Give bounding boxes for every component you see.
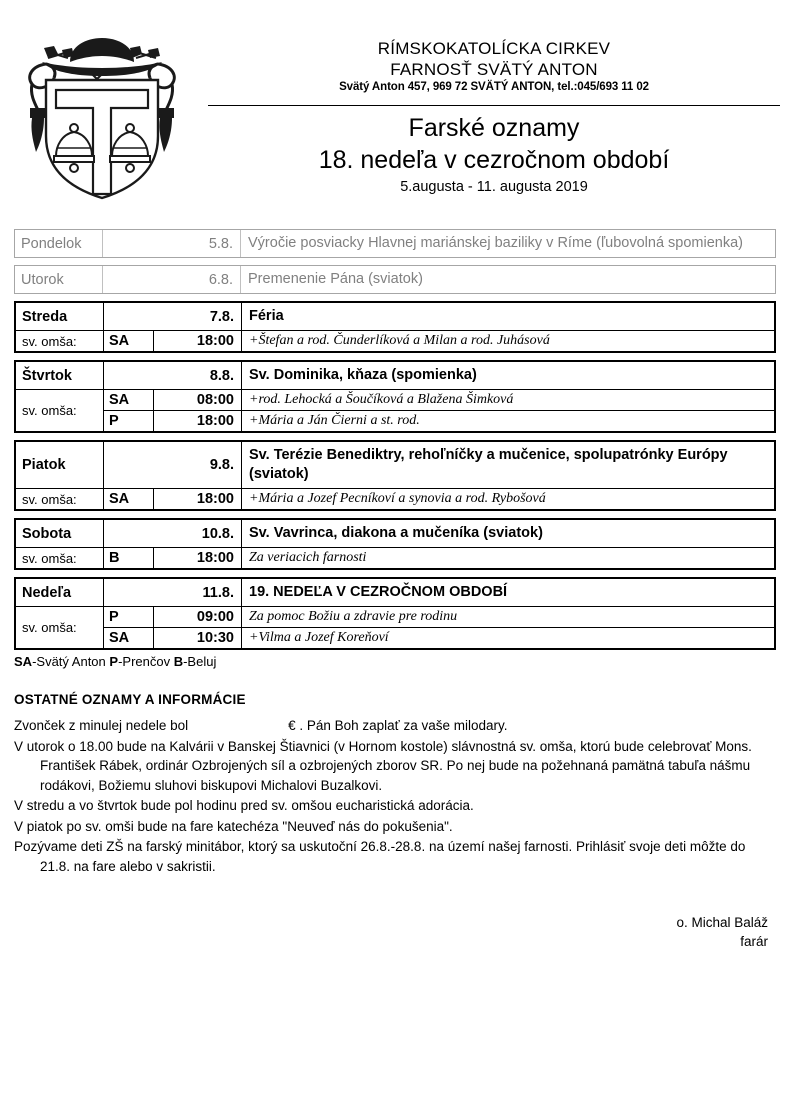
announcement-text-after: € . Pán Boh zaplať za vaše milodary. [288,718,508,733]
page-subtitle: 18. nedeľa v cezročnom období [318,146,670,174]
parish-coat-of-arms-icon [12,24,192,204]
feast-cell: Féria [249,308,284,324]
signature-role: farár [740,934,768,949]
day-name-cell: Piatok [16,442,104,488]
announcement-item [14,716,766,736]
organization-line-1: RÍMSKOKATOLÍCKA CIRKEV [377,39,611,58]
page-title: Farské oznamy [408,114,580,142]
day-block [14,440,776,511]
mass-intention-cell: +Mária a Ján Čierni a st. rod. [249,413,420,428]
feast-cell: Premenenie Pána (sviatok) [248,271,423,287]
feast-cell: Výročie posviacky Hlavnej mariánskej baziliky v Ríme (ľubovolná spomienka) [248,235,744,251]
signature-block [676,913,768,951]
day-header-row [16,442,774,489]
day-date-cell: 10.8. [104,520,242,547]
mass-time-cell: 18:00 [154,331,242,351]
day-name-cell: Sobota [16,520,104,547]
mass-row [104,628,774,648]
announcement-item: V piatok po sv. omši bude na fare katechéza "Neuveď nás do pokušenia". [14,818,453,834]
mass-intention-cell: +rod. Lehocká a Šoučíková a Blažena Šimková [249,392,514,407]
organization-block [208,38,780,95]
day-header-row [16,303,774,331]
day-header-row [16,579,774,607]
signature-name: o. Michal Baláž [676,915,768,930]
page-header [0,0,790,200]
announcement-item: Pozývame deti ZŠ na farský minitábor, ktorý sa uskutoční 26.8.-28.8. na území našej farnosti. Prihlásiť svoje deti môžte do 21.8. na fare alebo v sakristii. [14,839,746,874]
mass-label-cell: sv. omša: [16,331,104,351]
mass-row [104,548,774,568]
mass-label-cell: sv. omša: [16,607,104,648]
mass-group [16,489,774,509]
day-name-cell: Štvrtok [16,362,104,389]
mass-intention-cell: Za veriacich farnosti [249,550,367,565]
mass-label-cell: sv. omša: [16,390,104,431]
legend-code-b: B [173,654,184,669]
day-date-cell: 8.8. [104,362,242,389]
day-name-cell: Utorok [15,266,103,293]
mass-time-cell: 08:00 [154,390,242,410]
mass-place-cell: P [104,411,154,431]
mass-rows [104,607,774,648]
announcements-section [14,692,766,877]
day-name-cell: Streda [16,303,104,330]
day-block [14,518,776,570]
mass-time-cell: 09:00 [154,607,242,627]
mass-schedule-table [14,229,776,657]
mass-label-cell: sv. omša: [16,489,104,509]
mass-time-cell: 10:30 [154,628,242,648]
day-block [14,265,776,294]
mass-group [16,390,774,431]
legend-code-p: P [109,654,119,669]
page-title-block [208,112,780,198]
mass-row [104,411,774,431]
day-date-cell: 6.8. [103,266,241,293]
mass-label-cell: sv. omša: [16,548,104,568]
feast-cell: Sv. Vavrinca, diakona a mučeníka (sviatok) [249,525,543,541]
header-divider [208,105,780,106]
day-date-cell: 11.8. [104,579,242,606]
abbreviation-legend [14,654,216,669]
mass-row [104,390,774,411]
mass-intention-cell: +Štefan a rod. Čunderlíková a Milan a rod. Juhásová [249,333,550,348]
day-header-row [15,230,775,257]
mass-group [16,331,774,351]
mass-place-cell: SA [104,628,154,648]
day-header-row [15,266,775,293]
day-header-row [16,362,774,390]
mass-place-cell: SA [104,331,154,351]
day-block [14,577,776,650]
mass-intention-cell: +Vilma a Jozef Koreňoví [249,630,389,645]
day-date-cell: 5.8. [103,230,241,257]
mass-rows [104,548,774,568]
day-name-cell: Pondelok [15,230,103,257]
mass-rows [104,331,774,351]
mass-row [104,331,774,351]
mass-row [104,607,774,628]
day-block [14,301,776,353]
day-header-row [16,520,774,548]
organization-line-2: FARNOSŤ SVÄTÝ ANTON [390,60,598,79]
mass-rows [104,390,774,431]
day-date-cell: 9.8. [104,442,242,488]
legend-name-p: -Prenčov [118,654,174,669]
legend-name-sa: -Svätý Anton [32,654,110,669]
date-range: 5.augusta - 11. augusta 2019 [400,179,588,195]
mass-group [16,607,774,648]
legend-name-b: -Beluj [183,654,217,669]
mass-intention-cell: +Mária a Jozef Pecníkoví a synovia a rod. Rybošová [249,491,546,506]
mass-place-cell: P [104,607,154,627]
feast-cell: 19. NEDEĽA V CEZROČNOM OBDOBÍ [249,584,508,600]
day-block [14,360,776,433]
announcements-title: OSTATNÉ OZNAMY A INFORMÁCIE [14,692,246,707]
mass-intention-cell: Za pomoc Božiu a zdravie pre rodinu [249,609,458,624]
mass-place-cell: B [104,548,154,568]
feast-cell: Sv. Dominika, kňaza (spomienka) [249,367,477,383]
mass-time-cell: 18:00 [154,489,242,509]
mass-place-cell: SA [104,489,154,509]
feast-cell: Sv. Terézie Benediktry, rehoľníčky a mučenice, spolupatrónky Európy (sviatok) [249,447,728,482]
mass-time-cell: 18:00 [154,411,242,431]
legend-code-sa: SA [14,654,33,669]
mass-place-cell: SA [104,390,154,410]
day-date-cell: 7.8. [104,303,242,330]
organization-address: Svätý Anton 457, 969 72 SVÄTÝ ANTON, tel.:045/693 11 02 [339,81,649,93]
announcement-item: V utorok o 18.00 bude na Kalvárii v Banskej Štiavnici (v Hornom kostole) slávnostná sv. omša, ktorú bude celebrovať Mons. František Rábek, ordinár Ozbrojených síl a ozbrojených zborov SR. Po nej bude na požehnaná pamätná tabuľa nášmu rodákovi, Božiemu sluhovi biskupovi Michalovi Buzalkovi. [14,738,752,793]
announcement-item: V stredu a vo štvrtok bude pol hodinu pred sv. omšou eucharistická adorácia. [14,798,474,813]
mass-group [16,548,774,568]
day-name-cell: Nedeľa [16,579,104,606]
day-block [14,229,776,258]
mass-rows [104,489,774,509]
mass-time-cell: 18:00 [154,548,242,568]
announcement-text-before: Zvonček z minulej nedele bol [14,718,189,733]
mass-row [104,489,774,509]
announcements-list [14,716,766,876]
